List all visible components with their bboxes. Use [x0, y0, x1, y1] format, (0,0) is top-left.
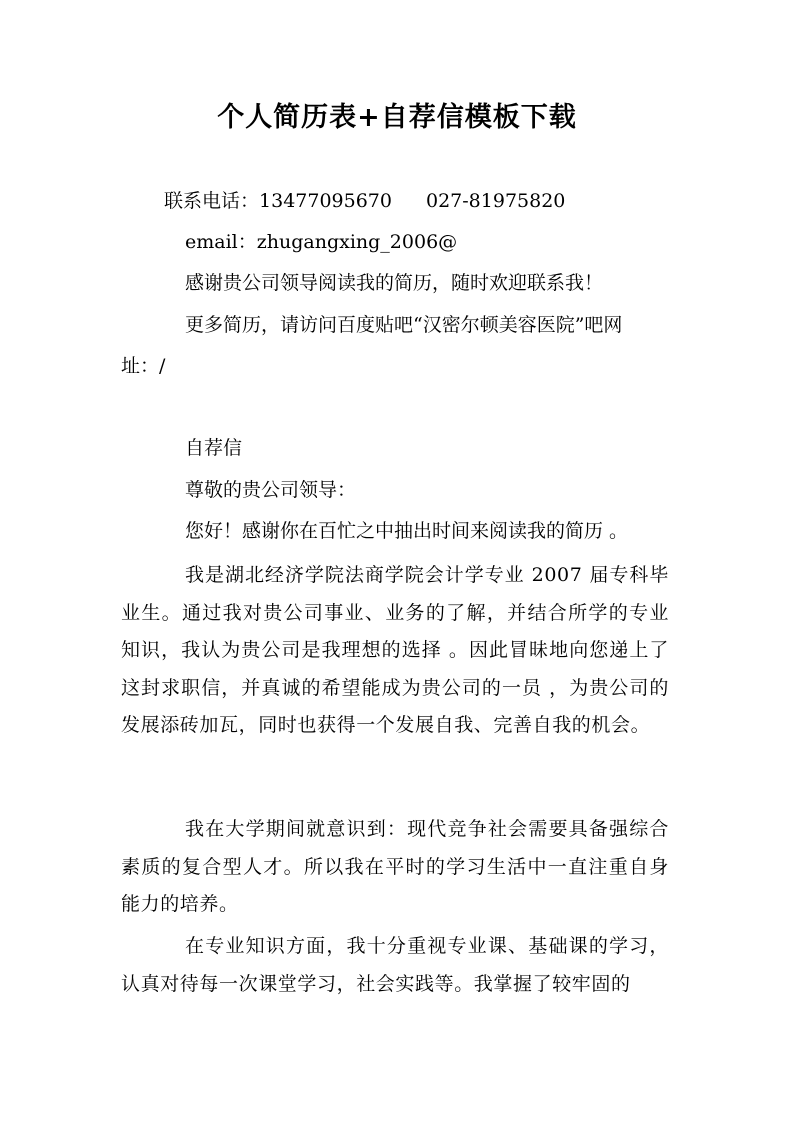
- document-title: 个人简历表+自荐信模板下载: [217, 102, 577, 133]
- letter-paragraph-2: 我在大学期间就意识到：现代竞争社会需要具备强综合素质的复合型人才。所以我在平时的学习生活中一直注重自身能力的培养。: [121, 818, 669, 915]
- more-resumes-line-continued: 址：/: [121, 355, 166, 377]
- contact-email-line: email：zhugangxing_2006@: [185, 231, 458, 253]
- phone-mobile: 13477095670: [259, 190, 392, 212]
- phone-label: 联系电话：: [164, 190, 260, 212]
- phone-landline: 027-81975820: [426, 190, 566, 212]
- letter-paragraph-1: 我是湖北经济学院法商学院会计学专业 2007 届专科毕业生。通过我对贵公司事业、业务的了解，并结合所学的专业知识，我认为贵公司是我理想的选择 。因此冒昧地向您递上了这封求职信，并真诚的希望能成为贵公司的一员 ，为贵公司的发展添砖加瓦，同时也获得一个发展自我、完善自我的机会。: [121, 564, 669, 736]
- letter-paragraph-3: 在专业知识方面，我十分重视专业课、基础课的学习，认真对待每一次课堂学习，社会实践等。我掌握了较牢固的: [121, 935, 669, 995]
- thanks-line: 感谢贵公司领导阅读我的简历，随时欢迎联系我！: [185, 272, 604, 294]
- letter-greeting: 您好！感谢你在百忙之中抽出时间来阅读我的简历 。: [185, 520, 629, 542]
- more-resumes-line: 更多简历，请访问百度贴吧“汉密尔顿美容医院”吧网: [185, 314, 623, 336]
- contact-phone-line: [164, 186, 565, 216]
- letter-heading: 自荐信: [185, 437, 243, 459]
- letter-salutation: 尊敬的贵公司领导：: [185, 479, 357, 501]
